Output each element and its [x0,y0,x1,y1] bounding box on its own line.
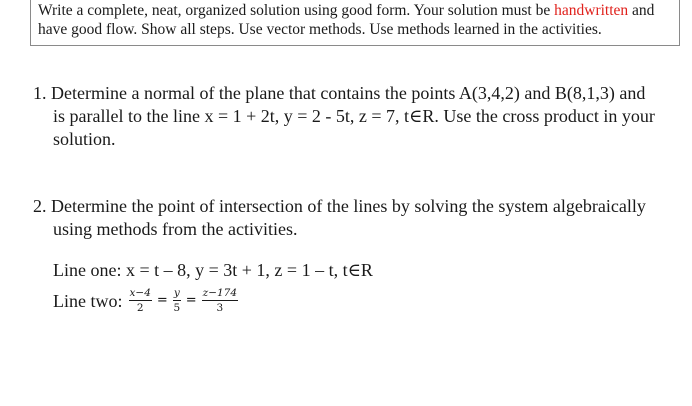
fraction-y [173,287,181,314]
line-two-label: Line two: [53,290,123,311]
question-2 [33,195,678,241]
equals-sign-2: = [185,292,197,308]
fraction-z-denominator: 3 [216,302,224,314]
question-1-line-3: solution. [53,129,116,149]
question-1-line-1 [33,82,678,105]
question-1 [33,82,678,151]
line-two-equation [53,287,240,314]
instructions-part1: Write a complete, neat, organized solution using good form. Your solution must be [38,2,555,19]
line-one-equation: Line one: x = t – 8, y = 3t + 1, z = 1 – t, t∈R [53,260,373,280]
fraction-z [202,287,238,314]
instructions-highlight: handwritten [554,2,629,19]
question-1-text-1: Determine a normal of the plane that contains the points A(3,4,2) and B(8,1,3) and [51,83,646,103]
fraction-x [129,287,152,314]
equals-sign-1: = [156,292,168,308]
question-2-number: 2. [33,196,47,216]
question-2-line-2: using methods from the activities. [53,219,298,239]
question-1-number: 1. [33,83,47,103]
fraction-z-numerator: z−174 [202,287,238,299]
fraction-x-numerator: x−4 [129,287,151,299]
question-2-line-1 [33,195,678,218]
instructions-text [38,1,678,39]
fraction-y-denominator: 5 [173,302,181,314]
question-1-line-2: is parallel to the line x = 1 + 2t, y = 2 - 5t, z = 7, t∈R. Use the cross product in your [53,106,655,126]
fraction-x-denominator: 2 [136,302,144,314]
instructions-part2: and have good flow. Show all steps. Use vector methods. Use methods learned in the activities. [38,2,655,38]
question-2-text-1: Determine the point of intersection of the lines by solving the system algebraically [51,196,646,216]
fraction-y-numerator: y [173,287,180,299]
